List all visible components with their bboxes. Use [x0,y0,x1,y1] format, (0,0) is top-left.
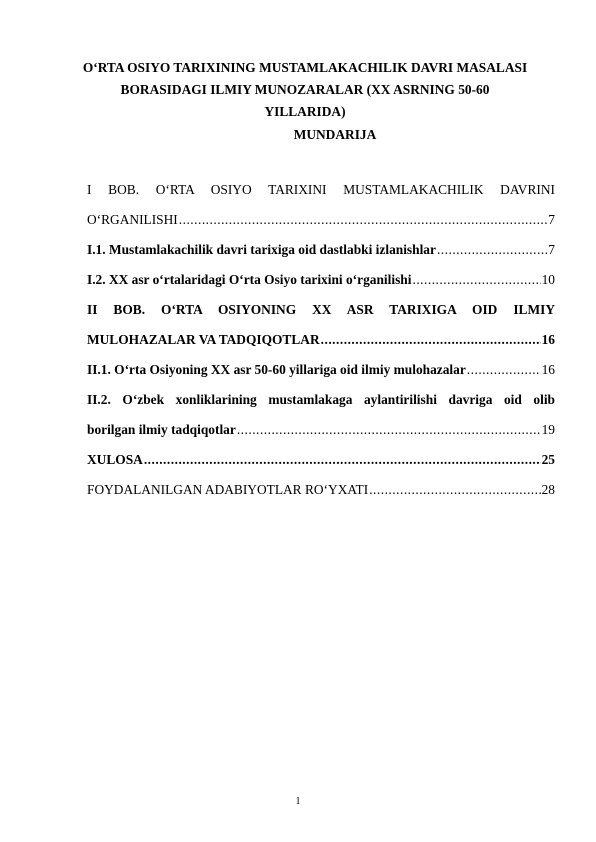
toc-entry[interactable] [87,355,555,385]
toc-leader-dots [467,355,541,385]
toc-leader-dots [369,475,540,505]
toc-entry-title-line2: borilgan ilmiy tadqiqotlar [87,422,236,437]
toc-entry-title-line1: II BOB. O‘RTA OSIYONING XX ASR TARIXIGA OID ILMIY [87,302,555,317]
toc-leader-dots [412,265,540,295]
page-number: 1 [295,796,301,807]
toc-entry-title-line2: MULOHAZALAR VA TADQIQOTLAR [87,332,320,347]
toc-entry[interactable] [87,295,555,355]
toc-page-number: 10 [541,272,555,287]
toc-page-number: 16 [541,332,555,347]
toc-entry[interactable] [87,475,555,505]
toc-entry-title: I.2. XX asr o‘rtalaridagi O‘rta Osiyo tarixini o‘rganilishi [87,272,412,287]
toc-entry[interactable] [87,175,555,235]
toc-leader-dots [179,205,548,235]
toc-entry-title: II.1. O‘rta Osiyoning XX asr 50-60 yillariga oid ilmiy mulohazalar [87,362,466,377]
toc-page-number: 16 [541,362,555,377]
toc-page-number: 7 [548,242,555,257]
toc-entry[interactable] [87,265,555,295]
toc-entry-title: XULOSA [87,452,143,467]
toc-entry-title-line1: II.2. O‘zbek xonliklarining mustamlakaga aylantirilishi davriga oid olib [87,392,555,407]
title-line: YILLARIDA) [264,104,346,119]
toc-entry-title-line2: O‘RGANILISHI [87,212,178,227]
toc-page-number: 7 [548,212,555,227]
toc-leader-dots [144,445,541,475]
toc-page-number: 28 [541,482,555,497]
toc-entry[interactable] [87,235,555,265]
title-line: O‘RTA OSIYO TARIXINING MUSTAMLAKACHILIK DAVRI MASALASI [82,60,528,75]
toc-entry-title-line1: I BOB. O‘RTA OSIYO TARIXINI MUSTAMLAKACHILIK DAVRINI [87,182,555,197]
toc-page-number: 25 [541,452,555,467]
title-line: BORASIDAGI ILMIY MUNOZARALAR (XX ASRNING 50-60 [120,82,490,97]
toc-entry[interactable] [87,385,555,445]
table-of-contents [87,175,555,505]
toc-leader-dots [237,415,541,445]
toc-entry-title: FOYDALANILGAN ADABIYOTLAR RO‘YXATI [87,482,369,497]
document-title [70,57,540,123]
toc-entry-title: I.1. Mustamlakachilik davri tarixiga oid dastlabki izlanishlar [87,242,436,257]
toc-entry[interactable] [87,445,555,475]
toc-heading: MUNDARIJA [293,127,377,142]
toc-leader-dots [321,325,541,355]
toc-page-number: 19 [541,422,555,437]
toc-leader-dots [437,235,547,265]
